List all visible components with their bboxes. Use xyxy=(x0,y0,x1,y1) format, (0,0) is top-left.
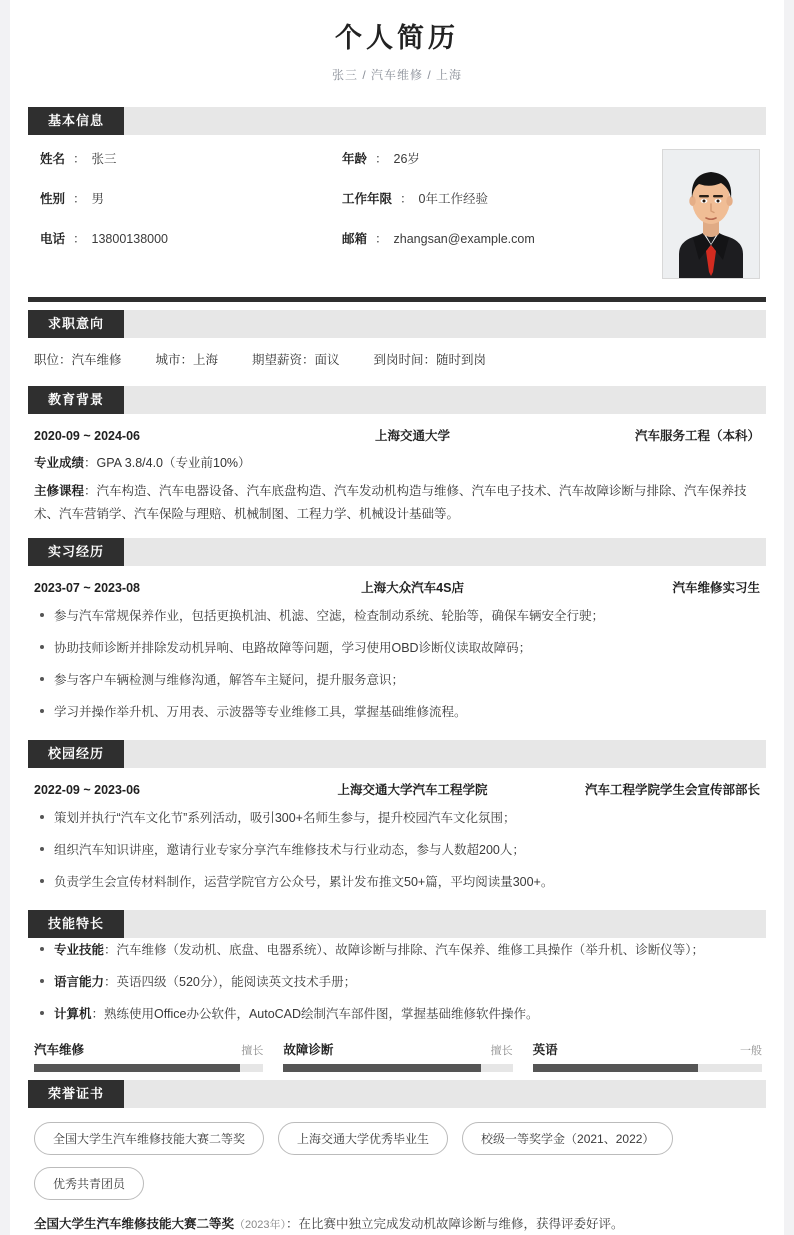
skill-fill xyxy=(34,1064,240,1072)
section-tab-campus: 校园经历 xyxy=(28,740,124,768)
intention-city: 城市：上海 xyxy=(155,353,219,368)
field-value: 26岁 xyxy=(393,152,420,167)
campus-bullet-list xyxy=(28,806,766,902)
header-subtitle: 张三 / 汽车维修 / 上海 xyxy=(331,68,462,83)
field-value: 0年工作经验 xyxy=(418,192,488,207)
skill-fill xyxy=(533,1064,698,1072)
section-tab-education: 教育背景 xyxy=(28,386,124,414)
entry-role: 汽车维修实习生 xyxy=(672,580,760,595)
honor-detail-line xyxy=(28,1208,766,1235)
basic-info-block xyxy=(28,135,766,289)
skill-bullet-text: ：熟练使用Office办公软件，AutoCAD绘制汽车部件图，掌握基础维修软件操作。 xyxy=(91,1006,539,1021)
intention-row xyxy=(28,338,766,378)
field-label: 姓名 xyxy=(40,152,66,167)
page-title: 个人简历 xyxy=(335,23,459,53)
honor-detail-year: （2023年） xyxy=(234,1218,286,1231)
section-tab-basic: 基本信息 xyxy=(28,107,124,135)
detail-label: 主修课程 xyxy=(34,483,85,498)
entry-period: 2023-07 ~ 2023-08 xyxy=(34,580,140,595)
list-item xyxy=(34,940,762,960)
list-item: 策划并执行“汽车文化节”系列活动，吸引300+名师生参与，提升校园汽车文化氛围； xyxy=(34,808,762,828)
entry-role: 汽车服务工程（本科） xyxy=(634,429,760,444)
list-item: 组织汽车知识讲座，邀请行业专家分享汽车维修技术与行业动态，参与人数超200人； xyxy=(34,840,762,860)
field-label: 性别 xyxy=(40,192,66,207)
section-tab-skills: 技能特长 xyxy=(28,910,124,938)
field-label: 年龄 xyxy=(342,152,368,167)
list-item: 学习并操作举升机、万用表、示波器等专业维修工具，掌握基础维修流程。 xyxy=(34,702,762,722)
field-colon: ： xyxy=(73,152,86,167)
status-badge: 全国大学生汽车维修技能大赛二等奖 xyxy=(34,1122,264,1155)
section-header-skills xyxy=(28,910,766,938)
field-email xyxy=(342,229,652,247)
campus-entry-header xyxy=(28,768,766,806)
field-label: 电话 xyxy=(40,232,66,247)
field-label: 邮箱 xyxy=(342,232,368,247)
list-item: 参与汽车常规保养作业，包括更换机油、机滤、空滤，检查制动系统、轮胎等，确保车辆安全行驶； xyxy=(34,606,762,626)
list-item: 协助技师诊断并排除发动机异响、电路故障等问题，学习使用OBD诊断仪读取故障码； xyxy=(34,638,762,658)
page-right-margin xyxy=(784,0,794,1235)
skill-bullet-label: 语言能力 xyxy=(54,974,105,989)
internship-bullet-list xyxy=(28,604,766,732)
skill-name: 英语 xyxy=(532,1042,558,1057)
skill-bar-english xyxy=(533,1040,762,1072)
field-colon: ： xyxy=(73,232,86,247)
entry-organization: 上海大众汽车4S店 xyxy=(361,580,464,595)
page-left-margin xyxy=(0,0,10,1235)
section-header-intention xyxy=(28,310,766,338)
section-header-campus xyxy=(28,740,766,768)
education-gpa-line xyxy=(28,452,766,479)
avatar xyxy=(662,149,760,279)
skill-bar-row xyxy=(28,1034,766,1072)
field-colon: ： xyxy=(73,192,86,207)
honor-detail-text: ：在比赛中独立完成发动机故障诊断与维修，获得评委好评。 xyxy=(286,1216,624,1231)
status-badge: 校级一等奖学金（2021、2022） xyxy=(462,1122,673,1155)
entry-period: 2020-09 ~ 2024-06 xyxy=(34,429,140,444)
skill-bar-header xyxy=(533,1040,762,1058)
skills-bullet-list xyxy=(28,938,766,1034)
education-courses-line xyxy=(28,480,766,530)
intention-availability: 到岗时间：随时到岗 xyxy=(373,353,487,368)
detail-label: 专业成绩 xyxy=(34,456,85,471)
internship-entry-header xyxy=(28,566,766,604)
resume-header xyxy=(28,0,766,99)
field-gender xyxy=(32,189,342,207)
skill-track xyxy=(533,1064,762,1072)
skill-bar-header xyxy=(34,1040,263,1058)
entry-organization: 上海交通大学汽车工程学院 xyxy=(337,782,488,797)
portrait-photo-icon xyxy=(663,150,759,278)
intention-salary: 期望薪资：面议 xyxy=(252,353,340,368)
field-value: 男 xyxy=(91,192,105,207)
skill-bullet-label: 计算机 xyxy=(54,1006,92,1021)
field-age xyxy=(342,149,652,167)
field-label: 工作年限 xyxy=(342,192,393,207)
field-colon: ： xyxy=(400,192,413,207)
status-badge: 上海交通大学优秀毕业生 xyxy=(278,1122,448,1155)
skill-bar-header xyxy=(283,1040,512,1058)
section-header-education xyxy=(28,386,766,414)
skill-level: 一般 xyxy=(739,1044,762,1057)
list-item: 参与客户车辆检测与维修沟通，解答车主疑问，提升服务意识； xyxy=(34,670,762,690)
skill-level: 擅长 xyxy=(241,1044,264,1057)
section-header-honors xyxy=(28,1080,766,1108)
entry-period: 2022-09 ~ 2023-06 xyxy=(34,782,140,797)
skill-fill xyxy=(283,1064,480,1072)
basic-info-fields xyxy=(32,149,652,269)
honor-detail-label: 全国大学生汽车维修技能大赛二等奖 xyxy=(34,1216,235,1231)
skill-bullet-text: ：英语四级（520分），能阅读英文技术手册； xyxy=(104,974,357,989)
skill-bullet-label: 专业技能 xyxy=(54,942,105,957)
list-item xyxy=(34,1004,762,1024)
entry-organization: 上海交通大学 xyxy=(375,429,451,444)
skill-bar-repair xyxy=(34,1040,263,1072)
skill-track xyxy=(34,1064,263,1072)
section-header-internship xyxy=(28,538,766,566)
list-item xyxy=(34,972,762,992)
field-name xyxy=(32,149,342,167)
field-colon: ： xyxy=(375,152,388,167)
skill-name: 汽车维修 xyxy=(34,1042,85,1057)
skill-name: 故障诊断 xyxy=(283,1042,334,1057)
section-header-basic xyxy=(28,107,766,135)
field-value: 13800138000 xyxy=(91,232,169,247)
section-tab-honors: 荣誉证书 xyxy=(28,1080,124,1108)
skill-bar-diagnosis xyxy=(283,1040,512,1072)
field-value: 张三 xyxy=(91,152,117,167)
detail-text: ：汽车构造、汽车电器设备、汽车底盘构造、汽车发动机构造与维修、汽车电子技术、汽车故障诊断与排除、汽车保养技术、汽车营销学、汽车保险与理赔、机械制图、工程力学、机械设计基础等。 xyxy=(34,483,747,521)
skill-level: 擅长 xyxy=(490,1044,513,1057)
field-colon: ： xyxy=(375,232,388,247)
entry-role: 汽车工程学院学生会宣传部部长 xyxy=(584,782,760,797)
section-divider xyxy=(28,297,766,302)
detail-text: ：GPA 3.8/4.0（专业前10%） xyxy=(84,456,251,471)
status-badge: 优秀共青团员 xyxy=(34,1167,144,1200)
education-entry-header xyxy=(28,414,766,452)
intention-position: 职位：汽车维修 xyxy=(34,353,122,368)
field-value: zhangsan@example.com xyxy=(393,232,535,247)
skill-bullet-text: ：汽车维修（发动机、底盘、电器系统）、故障诊断与排除、汽车保养、维修工具操作（举升机、诊断仪等）； xyxy=(104,942,705,957)
list-item: 负责学生会宣传材料制作，运营学院官方公众号，累计发布推文50+篇，平均阅读量300+。 xyxy=(34,872,762,892)
section-tab-intention: 求职意向 xyxy=(28,310,124,338)
field-phone xyxy=(32,229,342,247)
section-tab-internship: 实习经历 xyxy=(28,538,124,566)
skill-track xyxy=(283,1064,512,1072)
field-work-years xyxy=(342,189,652,207)
